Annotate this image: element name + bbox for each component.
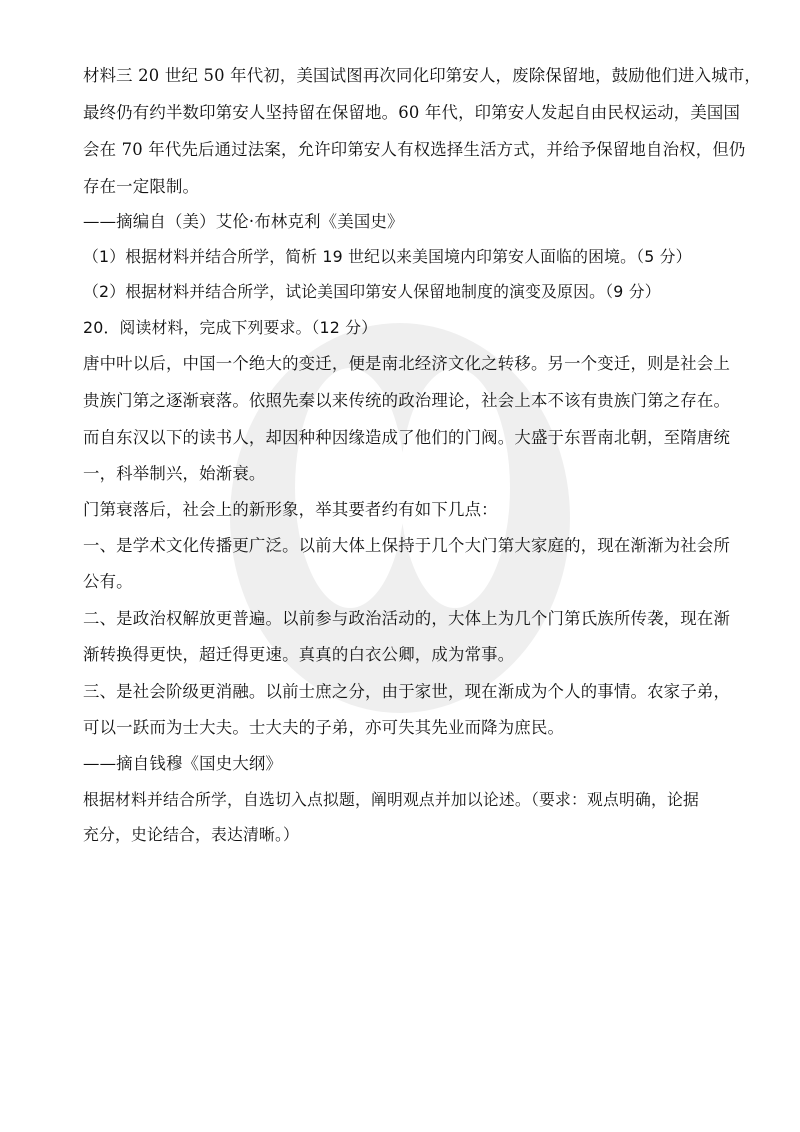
question-20-heading: 20．阅读材料，完成下列要求。（12 分） — [83, 318, 378, 337]
q20-intro: 门第衰落后，社会上的新形象，举其要者约有如下几点： — [83, 500, 498, 519]
q20-paragraph-line: 而自东汉以下的读书人，却因种种因缘造成了他们的门阀。大盛于东晋南北朝，至隋唐统 — [83, 428, 731, 447]
question-19-1: （1）根据材料并结合所学，简析 19 世纪以来美国境内印第安人面临的困境。（5 分） — [83, 247, 692, 266]
q20-requirement-line: 充分，史论结合，表达清晰。） — [83, 825, 300, 844]
q20-point3-line: 可以一跃而为士大夫。士大夫的子弟，亦可失其先业而降为庶民。 — [83, 718, 565, 737]
q20-paragraph-line: 一，科举制兴，始渐衰。 — [83, 464, 266, 483]
q20-source: ——摘自钱穆《国史大纲》 — [83, 754, 283, 773]
q20-point1-line: 公有。 — [83, 572, 133, 591]
material-three-line: 会在 70 年代先后通过法案，允许印第安人有权选择生活方式，并给予保留地自治权，但仍 — [83, 140, 746, 159]
watermark-emblem-icon — [225, 318, 575, 738]
question-19-2: （2）根据材料并结合所学，试论美国印第安人保留地制度的演变及原因。（9 分） — [83, 282, 661, 301]
material-three-line: 最终仍有约半数印第安人坚持留在保留地。60 年代，印第安人发起自由民权运动，美国国 — [83, 103, 741, 122]
material-three-source: ——摘编自（美）艾伦·布林克利《美国史》 — [83, 212, 404, 231]
q20-paragraph-line: 贵族门第之逐渐衰落。依照先秦以来传统的政治理论，社会上本不该有贵族门第之存在。 — [83, 391, 731, 410]
q20-paragraph-line: 唐中叶以后，中国一个绝大的变迁，便是南北经济文化之转移。另一个变迁，则是社会上 — [83, 354, 731, 373]
q20-point3-line: 三、是社会阶级更消融。以前士庶之分，由于家世，现在渐成为个人的事情。农家子弟， — [83, 682, 731, 701]
q20-point2-line: 渐转换得更快，超迁得更速。真真的白衣公卿，成为常事。 — [83, 645, 515, 664]
q20-point2-line: 二、是政治权解放更普遍。以前参与政治活动的，大体上为几个门第氏族所传袭，现在渐 — [83, 609, 731, 628]
q20-point1-line: 一、是学术文化传播更广泛。以前大体上保持于几个大门第大家庭的，现在渐渐为社会所 — [83, 536, 731, 555]
material-three-line: 材料三 20 世纪 50 年代初，美国试图再次同化印第安人，废除保留地，鼓励他们进入城市， — [83, 66, 762, 85]
material-three-line: 存在一定限制。 — [83, 177, 200, 196]
q20-requirement-line: 根据材料并结合所学，自选切入点拟题，阐明观点并加以论述。（要求：观点明确，论据 — [83, 790, 699, 809]
